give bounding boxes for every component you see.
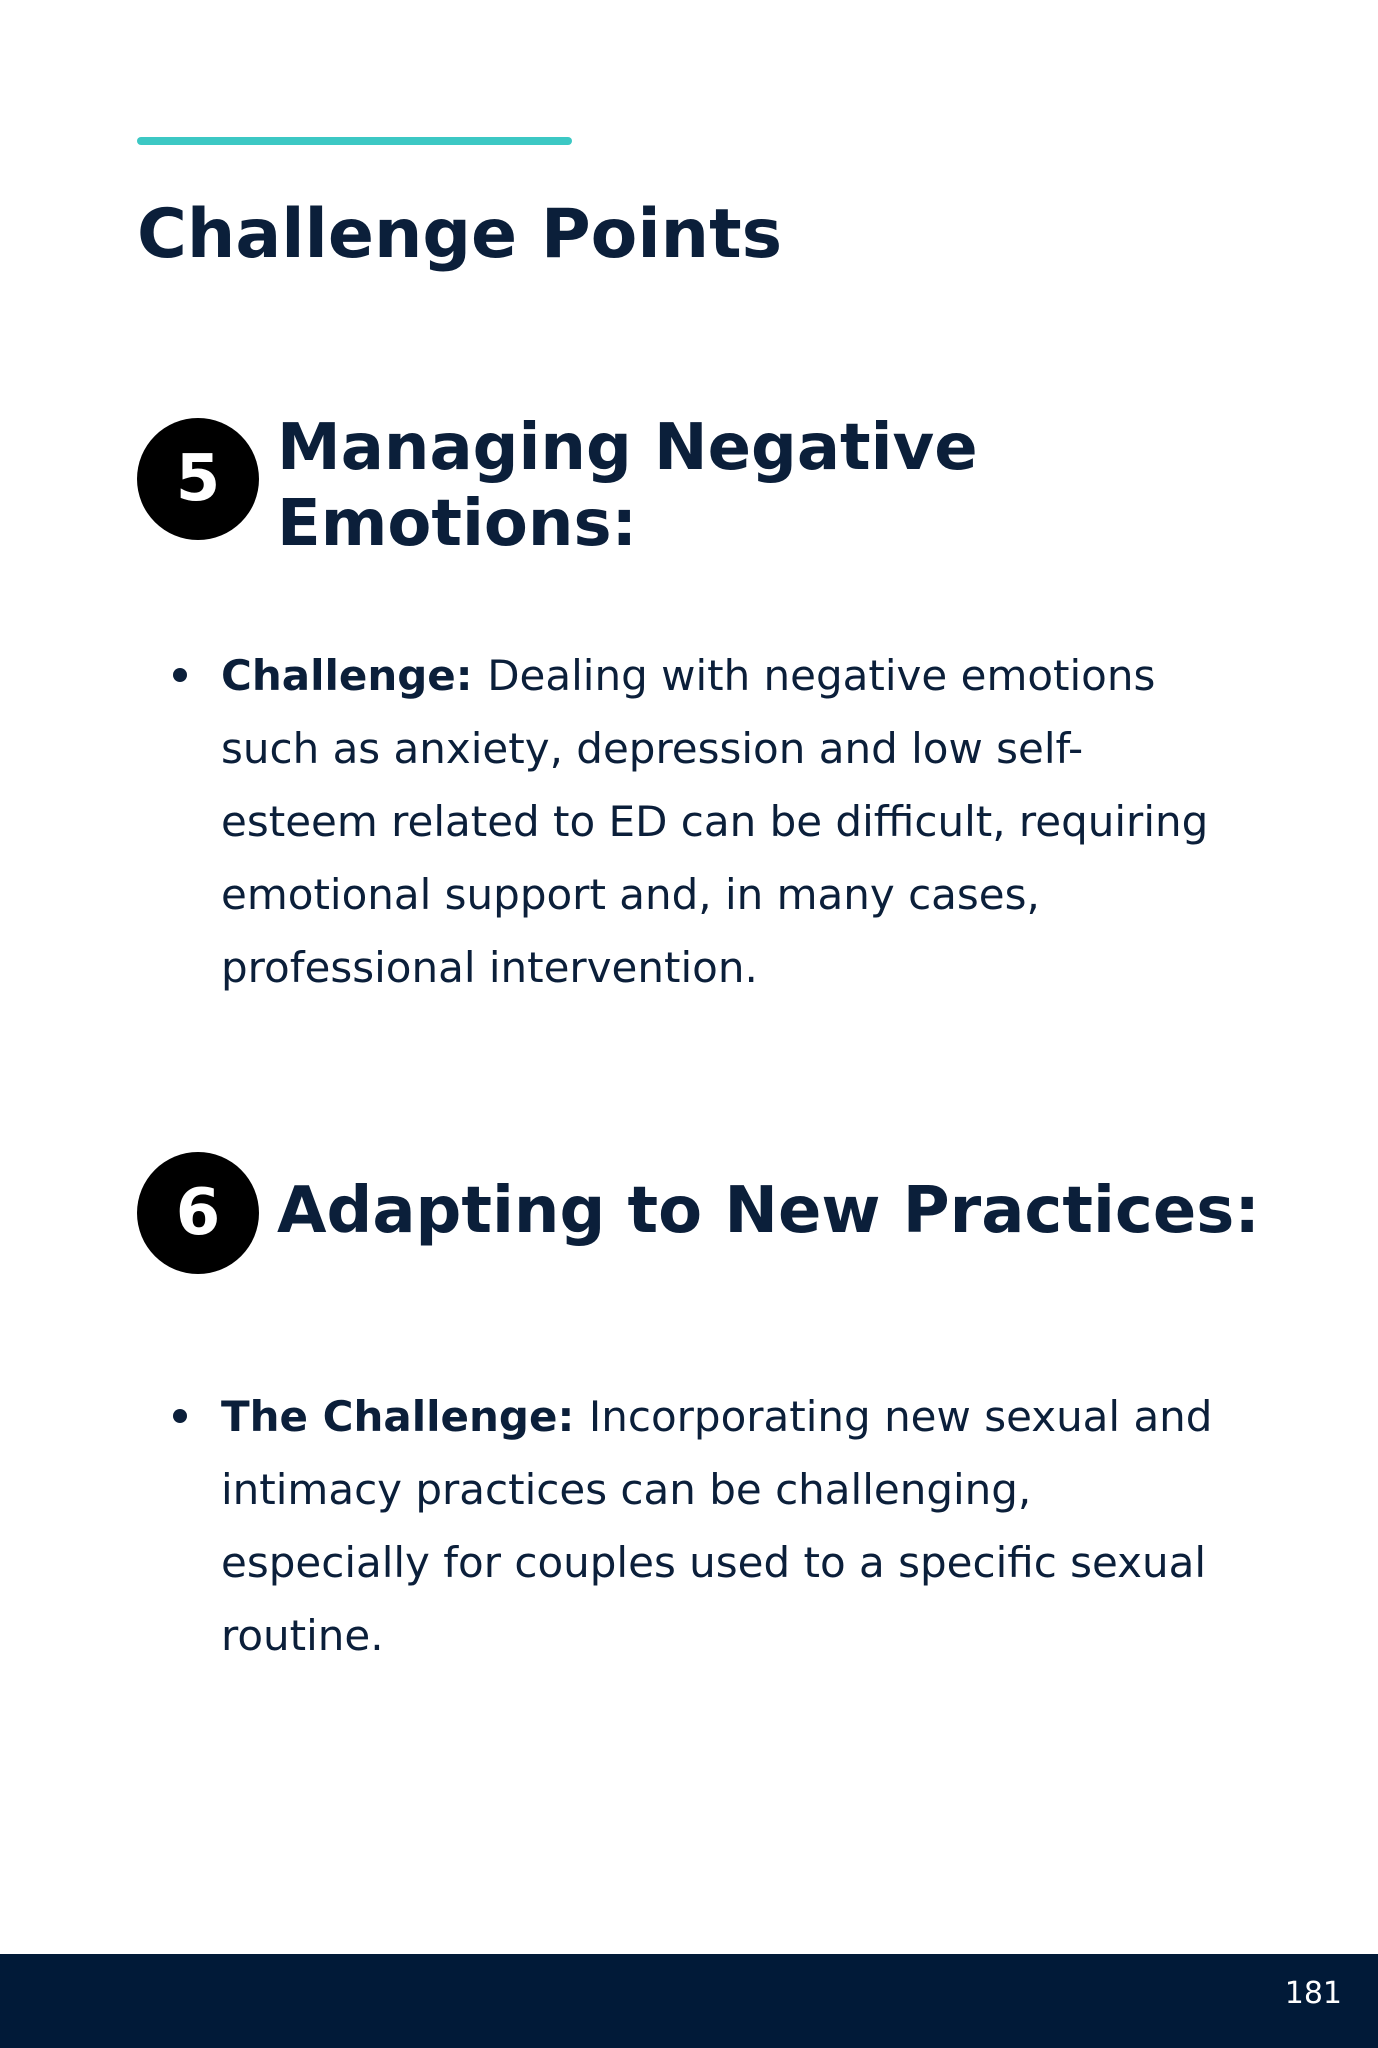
bullet-icon [173, 1409, 187, 1423]
section-heading: Adapting to New Practices: [277, 1174, 1260, 1248]
bullet-icon [173, 668, 187, 682]
section-number-badge: 6 [137, 1152, 259, 1274]
title-accent-line [137, 137, 572, 145]
page-number: 181 [1284, 1976, 1342, 2011]
bullet-text: Incorporating new sexual and intimacy practices can be challenging, especially for couples used to a specific sexual routine. [221, 1392, 1213, 1660]
bullet-label: The Challenge: [221, 1392, 589, 1441]
list-item [221, 1380, 1221, 1672]
section-heading: Managing Negative Emotions: [277, 411, 978, 561]
page-title: Challenge Points [137, 195, 783, 274]
list-item [221, 639, 1221, 1004]
bullet-text: Dealing with negative emotions such as anxiety, depression and low self-esteem related to ED can be difficult, requiring emotional support and, in many cases, professional intervention. [221, 651, 1209, 992]
bullet-label: Challenge: [221, 651, 488, 700]
footer-bar [0, 1954, 1378, 2048]
section-number-badge: 5 [137, 418, 259, 540]
